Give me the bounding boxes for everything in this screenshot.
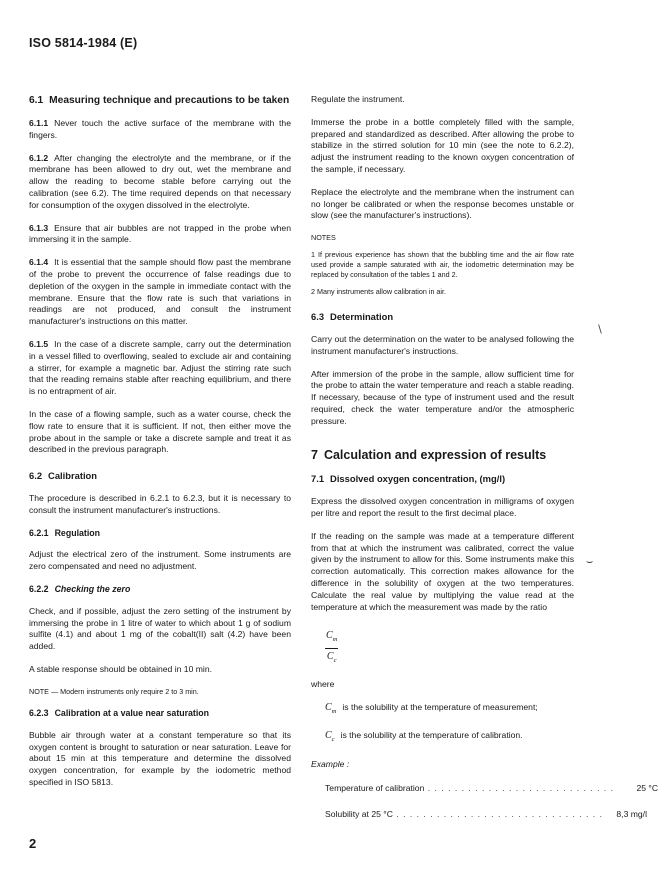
page-number: 2 [29,836,37,851]
margin-mark: ⌣ [586,556,594,568]
para-7-1-correction: If the reading on the sample was made at a temperature different from that at which the instrument was calibrated, correct the value given by the instrument to allow for this. Some instruments make this correction automatically. This correction makes allowance for the difference in the solubility of oxygen at the two temperatures. Calculate the real value by multiplying the value read at the temperature at which the measurement was made by the ratio [311,530,574,612]
para-6-2: The procedure is described in 6.2.1 to 6.2.3, but it is necessary to consult the instrument manufacturer's instructions. [29,492,291,515]
section-6-2-1-heading: 6.2.1 Regulation [29,527,101,538]
definition-cm: $C_m$ is the solubility at the temperature of measurement; [325,701,538,715]
example-label: Example : [311,759,350,770]
note-2: 2 Many instruments allow calibration in air. [311,286,447,296]
section-6-2-heading: 6.2 Calibration [29,470,98,482]
section-6-3-heading: 6.3 Determination [311,311,394,323]
para-6-3: Carry out the determination on the water to be analysed following the instrument manufacturer's instructions. [311,334,574,356]
para-6-3-immersion: After immersion of the probe in the sample, allow sufficient time for the probe to attain the water temperature and reach a stable reading. If necessary, because of the type of instrument used and the result required, check the water temperature and/or the atmospheric pressure. [311,368,574,426]
para-regulate: Regulate the instrument. [311,94,405,104]
para-6-2-2: Check, and if possible, adjust the zero setting of the instrument by immersing the probe in 1 litre of water to which about 1 g of sodium sulfite (4.1) and about 1 mg of the cobalt(II) salt (4.2) have been added. [29,605,291,652]
note-1: 1 If previous experience has shown that the bubbling time and the air flow rate used provide a sample saturated with air, the iodometric determination may be replaced by consultation of the tables 1 and 2. [311,249,574,280]
para-7-1: Express the dissolved oxygen concentration in milligrams of oxygen per litre and report the result to the first decimal place. [311,496,574,518]
para-immerse: Immerse the probe in a bottle completely filled with the sample, prepared and standardized as described. After allowing the probe to stabilize in the stirred solution for 10 min (see the note to 6.2.2), adjust the instrument reading to the known oxygen concentration of the sample, if necessary. [311,116,574,174]
left-column [29,94,291,800]
header-title: ISO 5814-1984 (E) [29,36,138,50]
example-row-solubility: Solubility at 25 °C . . . . . . . . . . . . . . . . . . . . . . . . . . . . . . . 8,3 mg/l [325,808,647,819]
example-row-temperature: Temperature of calibration . . . . . . . . . . . . . . . . . . . . . . . . . . . . 25 °C [325,783,658,794]
para-6-1-3: 6.1.3 Ensure that air bubbles are not trapped in the probe when immersing it in the sample. [29,222,291,245]
para-6-2-3: Bubble air through water at a constant temperature so that its oxygen content is brought to saturation or near saturation. Leave for about 15 min at this temperature and determine the dissolved oxygen concentration, for example by the iodometric method specified in ISO 5813. [29,729,291,788]
para-6-2-1: Adjust the electrical zero of the instrument. Some instruments are zero compensated and need no adjustment. [29,549,291,572]
section-6-1-heading: 6.1 Measuring technique and precautions to be taken [29,95,290,106]
para-6-1-1: 6.1.1 Never touch the active surface of the membrane with the fingers. [29,118,291,140]
definition-cc: $C_c$ is the solubility at the temperature of calibration. [325,729,523,743]
where-label: where [311,678,335,689]
ratio-formula: $\frac{C_m}{C_c}$ [326,630,338,665]
margin-mark: ∖ [596,324,604,336]
section-6-2-3-heading: 6.2.3 Calibration at a value near saturation [29,708,210,719]
para-6-1-4: 6.1.4 It is essential that the sample should flow past the membrane of the probe to prevent the occurrence of false readings due to depletion of the oxygen in the sample in immediate contact with the membrane. Ensure that the flow rate is such that variations in readings are not produced, and consult the instrument manufacturer's instructions on this matter. [29,257,291,327]
section-7-heading: 7 Calculation and expression of results [311,447,547,462]
para-6-1-2: 6.1.2 After changing the electrolyte and the membrane, or if the membrane has been allowed to dry out, wet the membrane and allow the reading to become stable before carrying out the calibration (see 6.2). The time required depends on that necessary for consumption of the oxygen dissolved in the electrolyte. [29,152,291,210]
notes-label: NOTES [311,233,336,243]
note-6-2-2: NOTE — Modern instruments only require 2 to 3 min. [29,686,199,696]
para-6-2-2-stable: A stable response should be obtained in 10 min. [29,663,212,674]
para-6-1-5: 6.1.5 In the case of a discrete sample, carry out the determination in a vessel filled to overflowing, sealed to exclude air and containing a stirrer, for example a magnetic bar. Adjust the stirring rate such that the reading remains stable after reaching equilibrium, and there is no entrapment of air. [29,338,291,397]
para-replace: Replace the electrolyte and the membrane when the instrument can no longer be calibrated or when the response becomes unstable or slow (see the manufacturer's instructions). [311,186,574,221]
right-column [311,94,658,835]
section-6-2-2-heading: 6.2.2 Checking the zero [29,583,131,594]
section-7-1-heading: 7.1 Dissolved oxygen concentration, (mg/l) [311,473,506,485]
para-6-1-5-flowing: In the case of a flowing sample, such as a water course, check the flow rate to ensure that it is sufficient. If not, then either move the probe about in the sample or take a discrete sample and treat it as described in the previous paragraph. [29,408,291,455]
